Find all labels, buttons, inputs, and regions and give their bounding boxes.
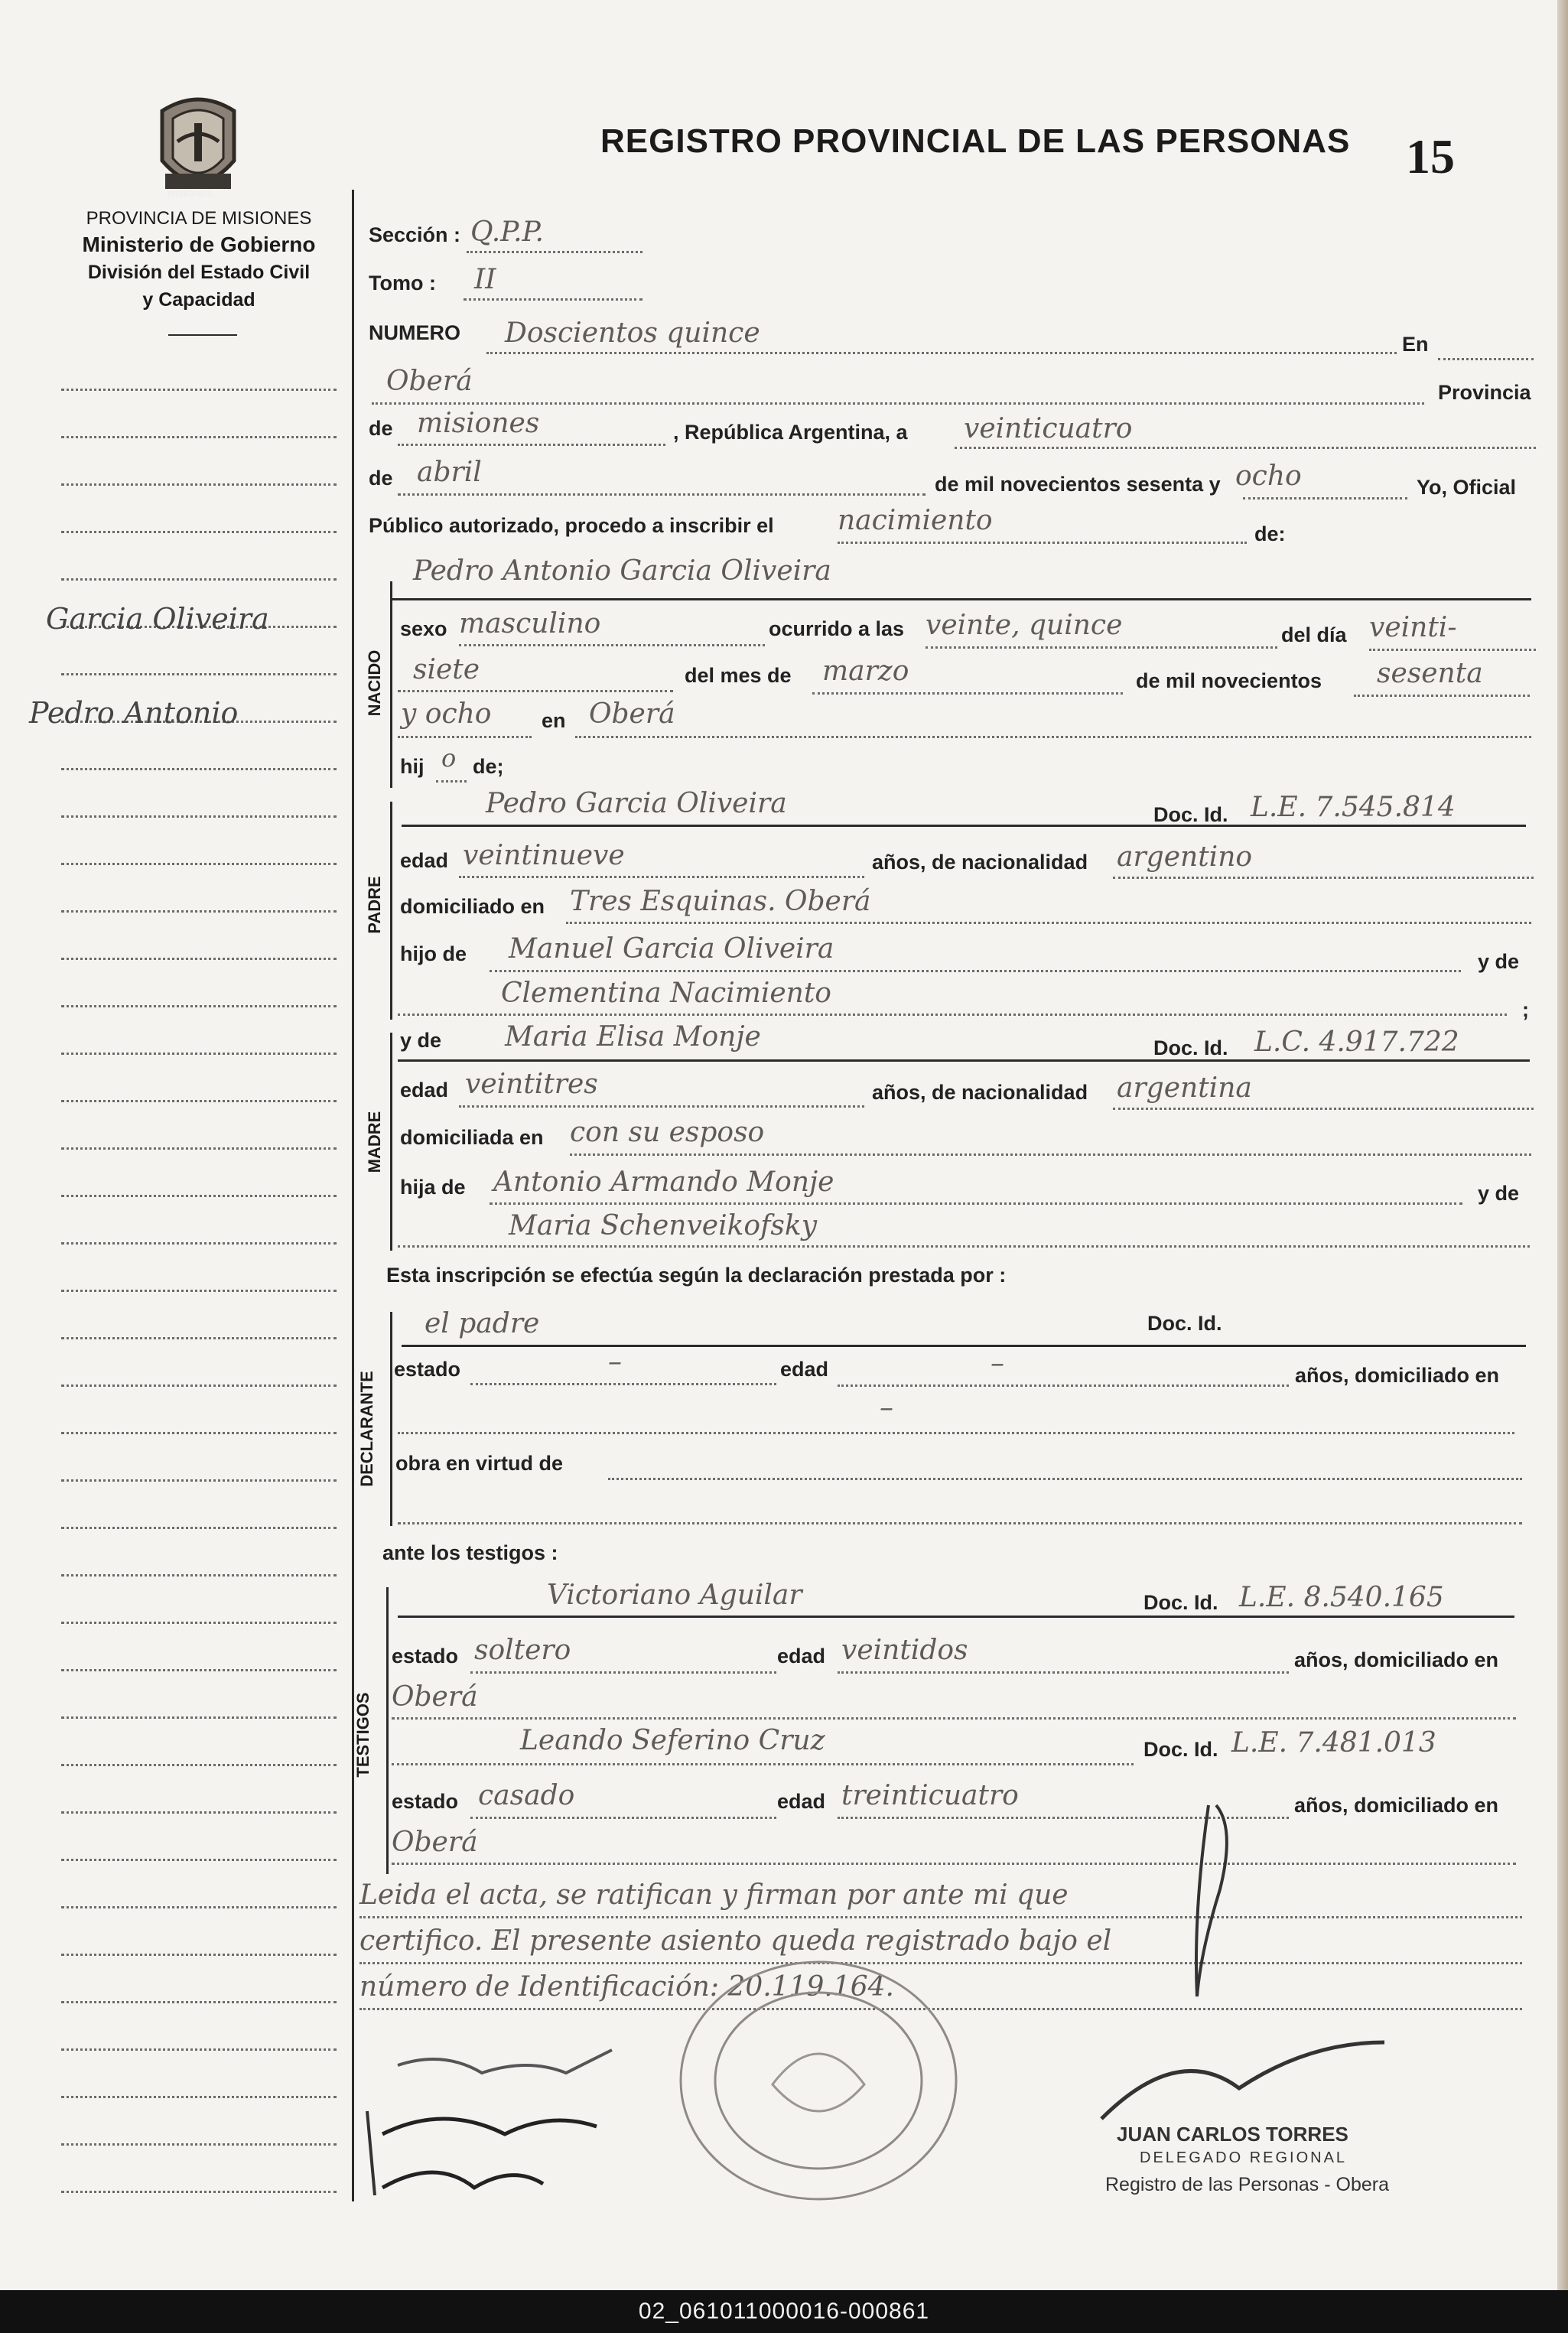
sexo-line <box>459 644 765 646</box>
margin-ruled-line <box>61 1147 337 1150</box>
stamp-role: DELEGADO REGIONAL <box>1140 2149 1348 2166</box>
en-born-value: Oberá <box>589 698 675 730</box>
declarante-obra-line-2 <box>398 1522 1522 1524</box>
madre-section-label: MADRE <box>365 1111 384 1173</box>
margin-ruled-line <box>61 815 337 818</box>
margin-ruled-line <box>61 1432 337 1434</box>
province-name: PROVINCIA DE MISIONES <box>86 208 312 229</box>
declarante-obra-line <box>608 1478 1522 1480</box>
year-born-line-2 <box>398 736 532 738</box>
header-divider <box>168 334 237 336</box>
madre-nac-value: argentina <box>1117 1072 1252 1104</box>
margin-ruled-line <box>61 436 337 438</box>
provincial-crest-icon <box>147 88 249 203</box>
margin-divider <box>352 190 354 2201</box>
day-line <box>955 447 1536 449</box>
margin-ruled-line <box>61 1574 337 1576</box>
madre-bracket <box>390 1033 392 1251</box>
padre-doc-label: Doc. Id. <box>1153 803 1228 826</box>
padre-section-label: PADRE <box>365 876 384 934</box>
margin-ruled-line <box>61 910 337 913</box>
testigo2-name-line <box>392 1763 1134 1765</box>
stamp-office: Registro de las Personas - Obera <box>1105 2174 1390 2195</box>
hour-line <box>926 646 1277 649</box>
testigo1-name-value: Victoriano Aguilar <box>547 1580 802 1611</box>
hour-value: veinte, quince <box>926 610 1123 641</box>
margin-ruled-line <box>61 1622 337 1624</box>
hijo-value: o <box>441 744 457 773</box>
margin-ruled-line <box>61 768 337 770</box>
ocurrido-label: ocurrido a las <box>769 617 905 640</box>
margin-ruled-line <box>61 1669 337 1671</box>
dia-value-1: veinti- <box>1369 612 1457 643</box>
numero-value: Doscientos quince <box>505 317 760 349</box>
crest-ribbon-text: MISIONES <box>168 188 213 199</box>
margin-surname: Garcia Oliveira <box>46 602 269 636</box>
mes-value: marzo <box>822 656 909 687</box>
dia-line <box>1369 649 1536 651</box>
testigo1-edad-line <box>838 1671 1289 1674</box>
madre-name-line <box>398 1059 1530 1062</box>
hijo-label: hij <box>400 755 425 778</box>
testigo1-dom-line <box>392 1717 1516 1720</box>
padre-father-value: Manuel Garcia Oliveira <box>509 933 834 965</box>
dia-value-2: siete <box>413 654 480 685</box>
madre-doc-value: L.C. 4.917.722 <box>1254 1027 1459 1058</box>
image-id-footer: 02_061011000016-000861 <box>0 2290 1568 2333</box>
margin-ruled-line <box>61 389 337 391</box>
declarante-name-value: el padre <box>425 1308 540 1339</box>
testigo2-doc-label: Doc. Id. <box>1143 1738 1218 1761</box>
padre-name-line <box>402 825 1526 827</box>
padre-nac-label: años, de nacionalidad <box>872 851 1088 874</box>
margin-ruled-line <box>61 1479 337 1482</box>
testigo2-estado-label: estado <box>392 1790 459 1813</box>
margin-ruled-line <box>61 1053 337 1055</box>
madre-name-value: Maria Elisa Monje <box>505 1021 761 1053</box>
declarante-edad-dash: – <box>991 1348 1004 1379</box>
testigos-section-label: TESTIGOS <box>353 1692 372 1778</box>
year-born-label: de mil novecientos <box>1136 669 1322 692</box>
padre-edad-label: edad <box>400 849 449 872</box>
dia-line-2 <box>398 690 673 692</box>
declarante-dom-dash: – <box>880 1392 893 1424</box>
province-line <box>398 444 665 446</box>
sexo-label: sexo <box>400 617 447 640</box>
margin-ruled-line <box>61 1811 337 1814</box>
madre-hija-label: hija de <box>400 1176 466 1199</box>
padre-dom-label: domiciliado en <box>400 895 545 918</box>
margin-ruled-line <box>61 1242 337 1245</box>
seccion-label: Sección : <box>369 223 461 246</box>
division-line-2: y Capacidad <box>142 289 255 311</box>
margin-ruled-line <box>61 531 337 533</box>
padre-mother-value: Clementina Nacimiento <box>501 978 831 1009</box>
testigo1-estado-label: estado <box>392 1645 459 1668</box>
testigo2-dom-value: Oberá <box>392 1827 478 1858</box>
ministry-name: Ministerio de Gobierno <box>82 233 316 256</box>
padre-nac-line <box>1113 877 1534 879</box>
stamp-name: JUAN CARLOS TORRES <box>1117 2123 1348 2146</box>
mes-label: del mes de <box>685 664 792 687</box>
margin-ruled-line <box>61 2001 337 2003</box>
margin-ruled-line <box>61 1290 337 1292</box>
closing-text-1: Leida el acta, se ratifican y firman por ante mi que <box>359 1879 1069 1911</box>
en-born-line <box>575 736 1531 738</box>
padre-yde-label: y de <box>1478 950 1520 973</box>
testigo1-doc-value: L.E. 8.540.165 <box>1239 1582 1444 1613</box>
declarante-doc-label: Doc. Id. <box>1147 1312 1222 1335</box>
provincia-label: Provincia <box>1438 381 1531 404</box>
madre-edad-label: edad <box>400 1079 449 1101</box>
tomo-label: Tomo : <box>369 272 436 294</box>
margin-ruled-line <box>61 1716 337 1719</box>
testigos-intro: ante los testigos : <box>382 1541 558 1564</box>
margin-ruled-line <box>61 673 337 675</box>
hijo-suffix: de; <box>473 755 504 778</box>
place-line <box>372 402 1424 405</box>
margin-ruled-line <box>61 958 337 960</box>
padre-edad-line <box>459 876 864 878</box>
declarante-bracket <box>390 1312 392 1526</box>
madre-mother-line <box>398 1245 1530 1248</box>
padre-father-line <box>490 970 1461 972</box>
year-born-value-2: y ocho <box>401 698 492 730</box>
tomo-line <box>464 298 642 301</box>
testigo1-estado-value: soltero <box>474 1635 571 1666</box>
oficial-label: Yo, Oficial <box>1417 476 1517 499</box>
nacido-name-line <box>392 598 1531 600</box>
book-page-edge <box>1557 0 1568 2333</box>
padre-hijo-label: hijo de <box>400 942 467 965</box>
margin-ruled-line <box>61 2096 337 2098</box>
testigo2-name-value: Leando Seferino Cruz <box>520 1725 825 1756</box>
margin-ruled-line <box>61 863 337 865</box>
padre-doc-value: L.E. 7.545.814 <box>1251 792 1456 823</box>
margin-ruled-line <box>61 1764 337 1766</box>
madre-edad-value: veintitres <box>465 1069 598 1100</box>
official-signatures-icon <box>352 2019 750 2218</box>
nacido-bracket <box>390 581 392 788</box>
padre-nac-value: argentino <box>1117 841 1253 873</box>
madre-mother-value: Maria Schenveikofsky <box>509 1210 818 1241</box>
division-line-1: División del Estado Civil <box>87 262 311 283</box>
sexo-value: masculino <box>459 608 601 639</box>
closing-text-3: número de Identificación: 20.119.164. <box>359 1971 894 2003</box>
hijo-line <box>436 780 467 783</box>
margin-ruled-line <box>61 1527 337 1529</box>
madre-dom-line <box>570 1153 1531 1156</box>
testigo1-doc-label: Doc. Id. <box>1143 1591 1218 1614</box>
en-born-label: en <box>542 709 566 732</box>
year-label: de mil novecientos sesenta y <box>935 473 1221 496</box>
padre-edad-value: veintinueve <box>463 840 625 871</box>
declarante-edad-line <box>838 1385 1289 1387</box>
padre-semicolon: ; <box>1522 998 1529 1021</box>
month-line <box>398 493 926 496</box>
madre-father-value: Antonio Armando Monje <box>493 1166 834 1198</box>
nacido-section-label: NACIDO <box>365 649 384 717</box>
de-month-label: de <box>369 467 393 490</box>
madre-nac-label: años, de nacionalidad <box>872 1081 1088 1104</box>
declaracion-intro: Esta inscripción se efectúa según la declaración prestada por : <box>386 1264 1007 1287</box>
province-value: misiones <box>417 408 540 439</box>
padre-mother-line <box>398 1014 1507 1016</box>
act-line <box>838 542 1247 544</box>
margin-ruled-line <box>61 1859 337 1861</box>
margin-given-name: Pedro Antonio <box>29 696 239 730</box>
margin-ruled-line <box>61 483 337 486</box>
page-number: 15 <box>1406 129 1455 184</box>
testigo2-estado-line <box>470 1817 776 1819</box>
declarante-estado-dash: – <box>608 1346 622 1378</box>
margin-ruled-line <box>61 578 337 581</box>
numero-label: NUMERO <box>369 321 460 344</box>
tomo-value: II <box>474 264 496 295</box>
madre-dom-label: domiciliada en <box>400 1126 544 1149</box>
de-label: de <box>369 417 393 440</box>
margin-ruled-line <box>61 2143 337 2146</box>
delegate-signature-icon <box>1056 1798 1453 2142</box>
testigo1-estado-line <box>470 1671 776 1674</box>
testigo1-dom-value: Oberá <box>392 1681 478 1713</box>
declarante-section-label: DECLARANTE <box>357 1371 376 1487</box>
testigo2-doc-value: L.E. 7.481.013 <box>1231 1727 1436 1759</box>
padre-bracket <box>390 802 392 1020</box>
month-value: abril <box>417 457 482 488</box>
declarante-edad-label: edad <box>780 1358 829 1381</box>
margin-ruled-line <box>61 1385 337 1387</box>
padre-dom-value: Tres Esquinas. Oberá <box>570 886 871 917</box>
act-value: nacimiento <box>838 505 993 536</box>
year-born-value-1: sesenta <box>1377 658 1483 689</box>
testigo2-estado-value: casado <box>478 1780 575 1811</box>
declarante-anos-label: años, domiciliado en <box>1295 1364 1500 1387</box>
publico-label: Público autorizado, procedo a inscribir el <box>369 514 774 537</box>
testigos-bracket <box>386 1587 389 1874</box>
testigo1-edad-label: edad <box>777 1645 826 1668</box>
declarante-estado-line <box>470 1383 776 1385</box>
madre-father-line <box>490 1202 1462 1205</box>
madre-yde-label: y de <box>400 1029 442 1052</box>
madre-edad-line <box>459 1105 864 1108</box>
testigo2-edad-value: treinticuatro <box>841 1780 1019 1811</box>
testigo2-anos-label: años, domiciliado en <box>1294 1794 1499 1817</box>
nacido-name-value: Pedro Antonio Garcia Oliveira <box>413 555 831 587</box>
mes-line <box>812 692 1123 695</box>
place-value: Oberá <box>386 366 473 397</box>
testigo1-edad-value: veintidos <box>841 1635 968 1666</box>
year-value: ocho <box>1235 460 1302 492</box>
margin-ruled-line <box>61 2191 337 2193</box>
margin-ruled-line <box>61 1337 337 1339</box>
seccion-value: Q.P.P. <box>470 216 544 248</box>
madre-yde2-label: y de <box>1478 1182 1520 1205</box>
page-title: REGISTRO PROVINCIAL DE LAS PERSONAS <box>600 122 1351 160</box>
madre-doc-label: Doc. Id. <box>1153 1036 1228 1059</box>
testigo1-name-line <box>398 1616 1514 1618</box>
madre-nac-line <box>1113 1108 1534 1110</box>
year-born-line <box>1354 695 1530 697</box>
en-line <box>1438 358 1534 360</box>
padre-dom-line <box>566 922 1531 924</box>
closing-text-2: certifico. El presente asiento queda registrado bajo el <box>359 1925 1112 1957</box>
margin-ruled-line <box>61 1005 337 1007</box>
de-colon-label: de: <box>1254 522 1286 545</box>
margin-ruled-line <box>61 1954 337 1956</box>
declarante-name-line <box>402 1345 1526 1347</box>
testigo1-anos-label: años, domiciliado en <box>1294 1648 1499 1671</box>
margin-ruled-line <box>61 1100 337 1102</box>
seccion-line <box>467 251 642 253</box>
numero-line <box>486 352 1397 354</box>
margin-ruled-line <box>61 1906 337 1908</box>
declarante-estado-label: estado <box>394 1358 461 1381</box>
dia-label: del día <box>1281 623 1347 646</box>
testigo2-edad-label: edad <box>777 1790 826 1813</box>
declarante-dom-line <box>398 1432 1514 1434</box>
margin-ruled-line <box>61 2048 337 2051</box>
margin-ruled-line <box>61 1195 337 1197</box>
declarante-obra-label: obra en virtud de <box>395 1452 564 1475</box>
en-label: En <box>1402 333 1429 356</box>
year-line <box>1243 497 1407 499</box>
padre-name-value: Pedro Garcia Oliveira <box>486 788 787 819</box>
republica-label: , República Argentina, a <box>673 421 908 444</box>
madre-dom-value: con su esposo <box>570 1117 765 1148</box>
day-value: veinticuatro <box>964 413 1133 444</box>
